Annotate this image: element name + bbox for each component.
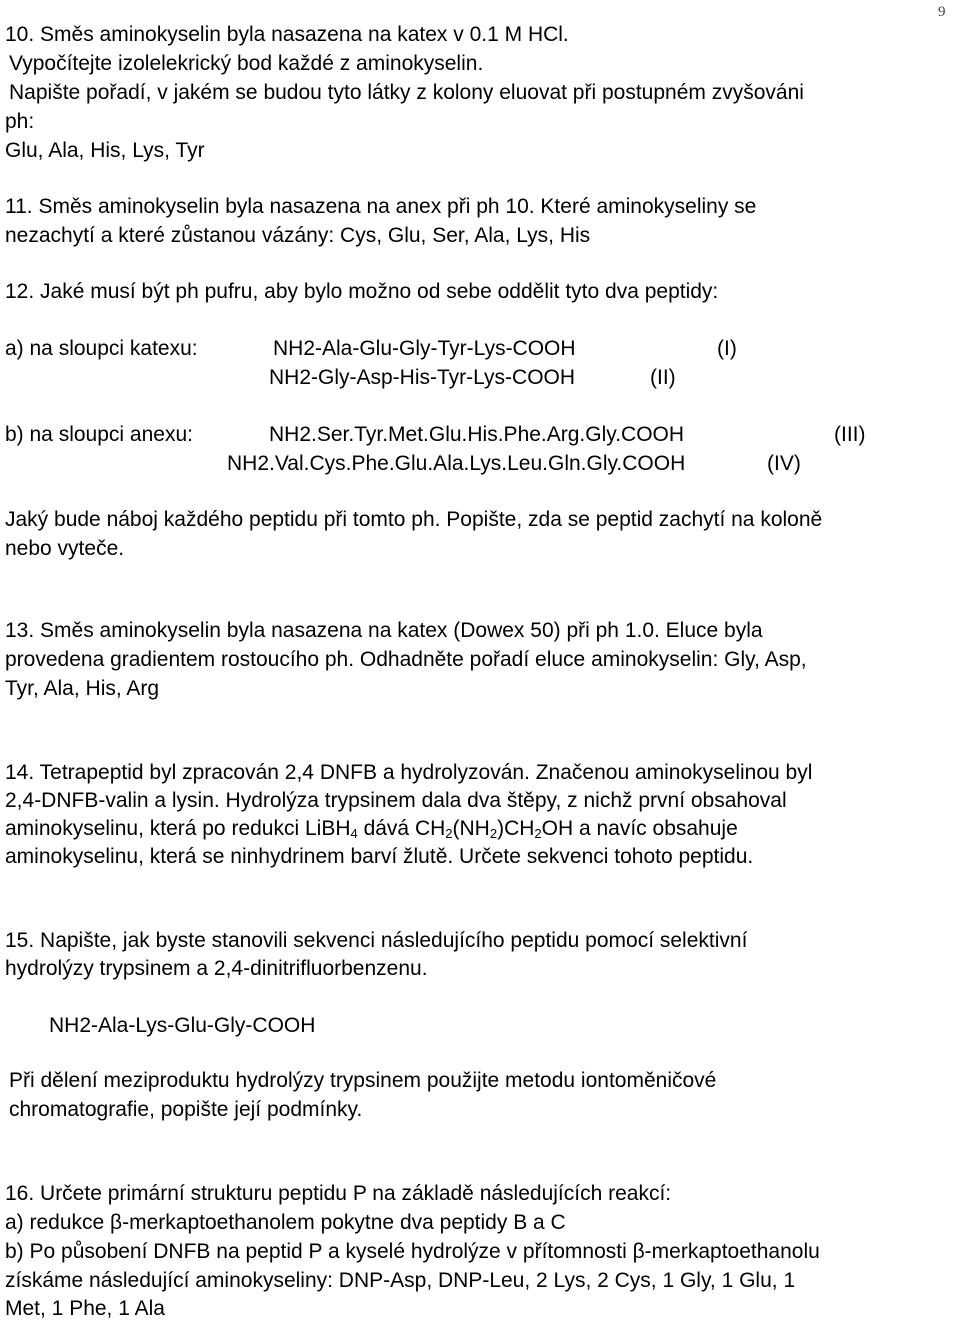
peptide-i-number: (I) xyxy=(717,337,737,360)
peptide-i: NH2-Ala-Glu-Gly-Tyr-Lys-COOH xyxy=(273,337,576,360)
q15-peptide: NH2-Ala-Lys-Glu-Gly-COOH xyxy=(49,1014,316,1037)
peptide-iii: NH2.Ser.Tyr.Met.Glu.His.Phe.Arg.Gly.COOH xyxy=(269,423,685,446)
q16-line-4: získáme následující aminokyseliny: DNP-Asp, DNP-Leu, 2 Lys, 2 Cys, 1 Gly, 1 Glu, 1 xyxy=(5,1269,796,1292)
q14-line-4: aminokyselinu, která se ninhydrinem barví žlutě. Určete sekvenci tohoto peptidu. xyxy=(5,845,754,868)
q16-line-3: b) Po působení DNFB na peptid P a kyselé hydrolýze v přítomnosti β-merkaptoethanolu xyxy=(5,1240,820,1263)
q13-line-2: provedena gradientem rostoucího ph. Odhadněte pořadí eluce aminokyselin: Gly, Asp, xyxy=(5,648,807,671)
peptide-iii-number: (III) xyxy=(834,423,866,446)
peptide-iv-number: (IV) xyxy=(767,452,801,475)
q13-line-3: Tyr, Ala, His, Arg xyxy=(5,677,160,700)
q14-line-2: 2,4-DNFB-valin a lysin. Hydrolýza trypsinem dala dva štěpy, z nichž první obsahoval xyxy=(5,789,787,812)
peptide-ii-number: (II) xyxy=(650,366,676,389)
q16-line-1: 16. Určete primární strukturu peptidu P na základě následujících reakcí: xyxy=(5,1182,672,1205)
q11-line-1: 11. Směs aminokyselin byla nasazena na anex při ph 10. Které aminokyseliny se xyxy=(5,195,757,218)
peptide-iv: NH2.Val.Cys.Phe.Glu.Ala.Lys.Leu.Gln.Gly.COOH xyxy=(227,452,686,475)
q15-line-2: hydrolýzy trypsinem a 2,4-dinitrifluorbenzenu. xyxy=(5,957,428,980)
q11-line-2: nezachytí a které zůstanou vázány: Cys, Glu, Ser, Ala, Lys, His xyxy=(5,224,591,247)
q13-line-1: 13. Směs aminokyselin byla nasazena na katex (Dowex 50) při ph 1.0. Eluce byla xyxy=(5,619,763,642)
q10-line-2: Vypočítejte izolelekrický bod každé z aminokyselin. xyxy=(9,52,484,75)
peptide-ii: NH2-Gly-Asp-His-Tyr-Lys-COOH xyxy=(269,366,576,389)
q10-line-5: Glu, Ala, His, Lys, Tyr xyxy=(5,139,205,162)
q16-line-2: a) redukce β-merkaptoethanolem pokytne dva peptidy B a C xyxy=(5,1211,566,1234)
q15-line-4: chromatografie, popište její podmínky. xyxy=(9,1098,363,1121)
q10-line-4: ph: xyxy=(5,110,35,133)
q12-a-label: a) na sloupci katexu: xyxy=(5,337,198,360)
q10-line-3: Napište pořadí, v jakém se budou tyto látky z kolony eluovat při postupném zvyšováni xyxy=(9,81,804,104)
q15-line-1: 15. Napište, jak byste stanovili sekvenci následujícího peptidu pomocí selektivní xyxy=(5,929,748,952)
q16-line-5: Met, 1 Phe, 1 Ala xyxy=(5,1297,165,1320)
page-number: 9 xyxy=(938,4,946,20)
q12-b-label: b) na sloupci anexu: xyxy=(5,423,193,446)
q10-line-1: 10. Směs aminokyselin byla nasazena na katex v 0.1 M HCl. xyxy=(5,23,569,46)
q14-line-1: 14. Tetrapeptid byl zpracován 2,4 DNFB a hydrolyzován. Značenou aminokyselinou byl xyxy=(5,761,813,784)
q12-question-line-1: Jaký bude náboj každého peptidu při tomto ph. Popište, zda se peptid zachytí na koloně xyxy=(5,508,823,531)
q14-line-3: aminokyselinu, která po redukci LiBH$_4$ dává $CH_2(NH_2)CH_2OH$ a navíc obsahuje xyxy=(5,817,738,841)
q12-question-line-2: nebo vyteče. xyxy=(5,537,125,560)
q12-line-1: 12. Jaké musí být ph pufru, aby bylo možno od sebe oddělit tyto dva peptidy: xyxy=(5,280,719,303)
q15-line-3: Při dělení meziproduktu hydrolýzy trypsinem použijte metodu iontoměničové xyxy=(9,1069,717,1092)
